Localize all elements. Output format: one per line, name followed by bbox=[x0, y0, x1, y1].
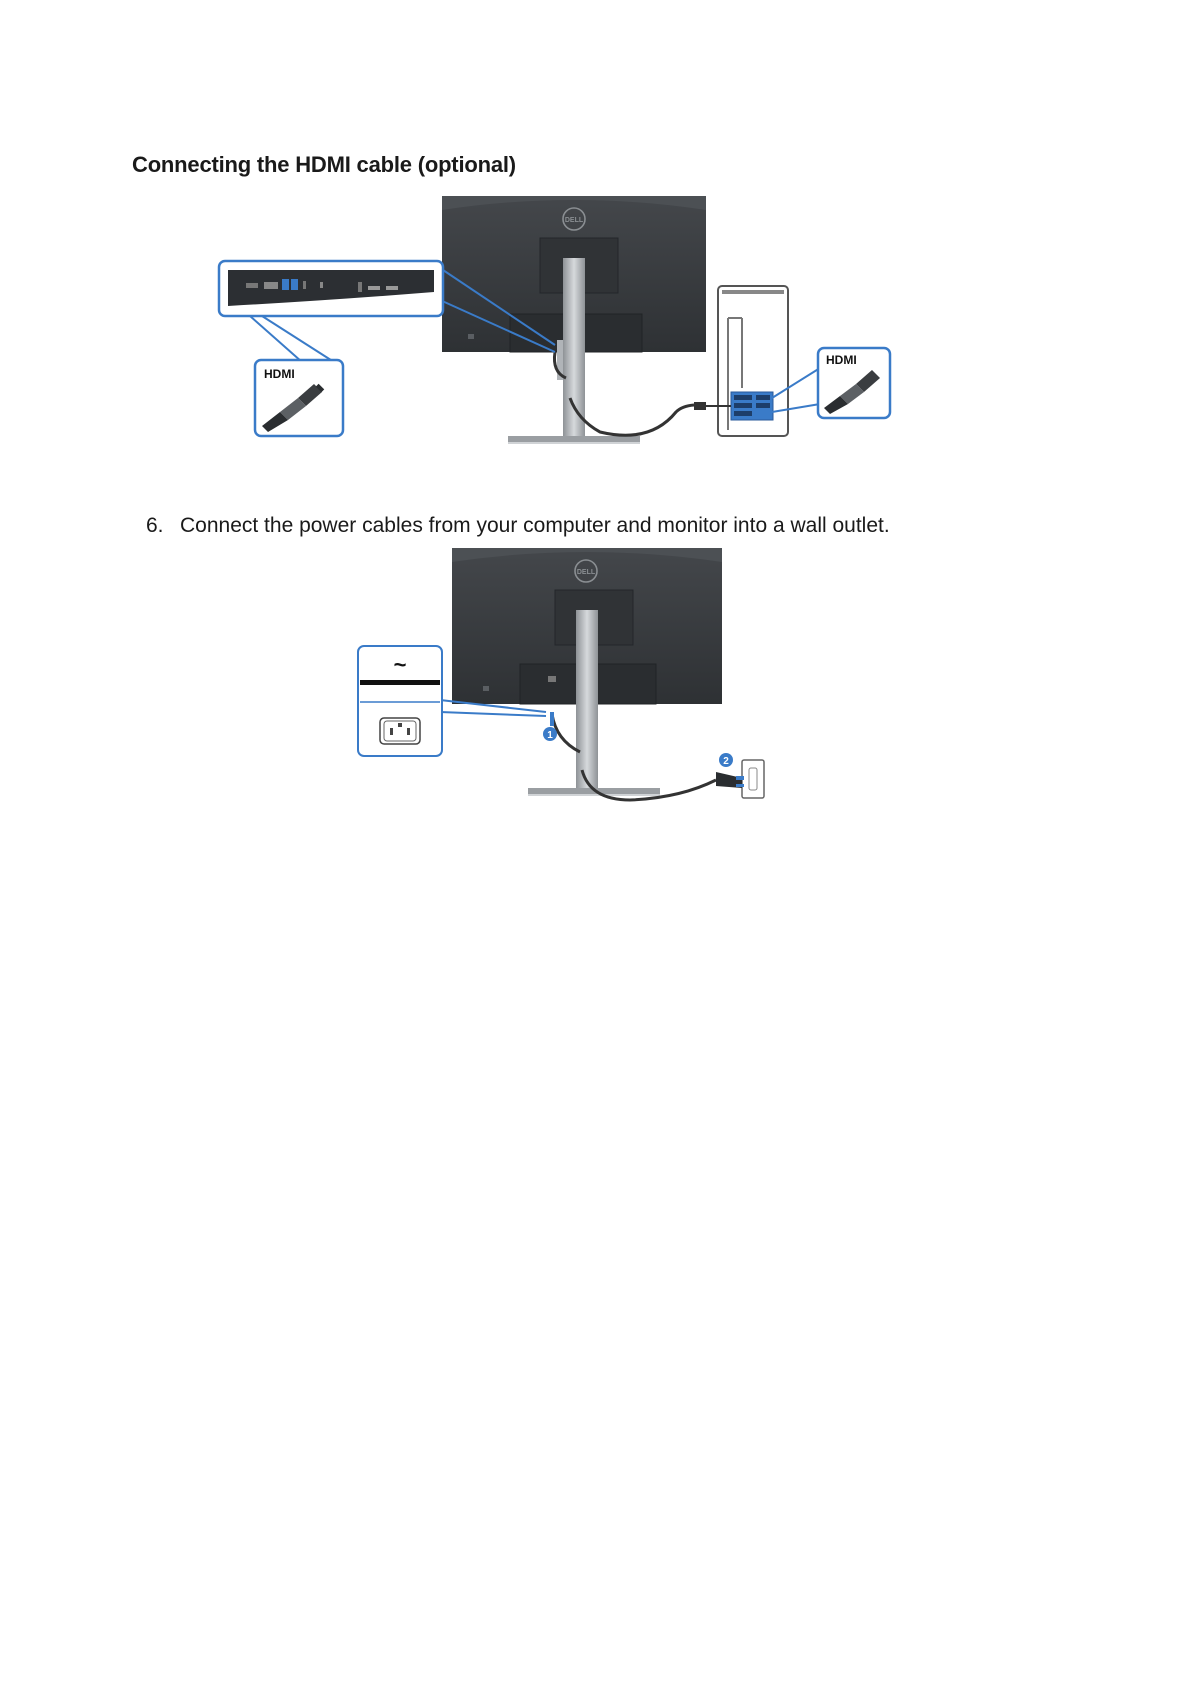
step-marker-2 bbox=[719, 753, 733, 767]
ac-symbol: ~ bbox=[393, 652, 407, 677]
power-port-callout bbox=[358, 646, 442, 756]
section-heading: Connecting the HDMI cable (optional) bbox=[132, 152, 516, 177]
monitor-base bbox=[508, 436, 640, 442]
monitor-stand bbox=[576, 610, 598, 790]
monitor-back-illustration bbox=[452, 548, 722, 800]
svg-text:2: 2 bbox=[723, 756, 729, 767]
hdmi-callout-right bbox=[818, 348, 890, 418]
dell-logo-text: DELL bbox=[564, 217, 584, 224]
dell-logo-text: DELL bbox=[576, 569, 596, 576]
power-socket-icon bbox=[380, 718, 420, 744]
port-panel-callout bbox=[219, 261, 443, 316]
monitor-back-illustration bbox=[442, 196, 706, 444]
hdmi-label-right: HDMI bbox=[826, 353, 857, 367]
monitor-stand bbox=[563, 258, 585, 438]
step-number: 6. bbox=[146, 514, 164, 537]
computer-tower-illustration bbox=[694, 286, 788, 436]
hdmi-port-highlight bbox=[282, 279, 289, 290]
hdmi-callout-left bbox=[255, 360, 343, 436]
hdmi-cable bbox=[570, 398, 694, 435]
svg-text:1: 1 bbox=[547, 730, 553, 741]
step-text: Connect the power cables from your computer and monitor into a wall outlet. bbox=[180, 514, 890, 537]
hdmi-connection-figure bbox=[219, 196, 890, 444]
hdmi-label-left: HDMI bbox=[264, 367, 295, 381]
power-connection-figure bbox=[358, 548, 764, 800]
